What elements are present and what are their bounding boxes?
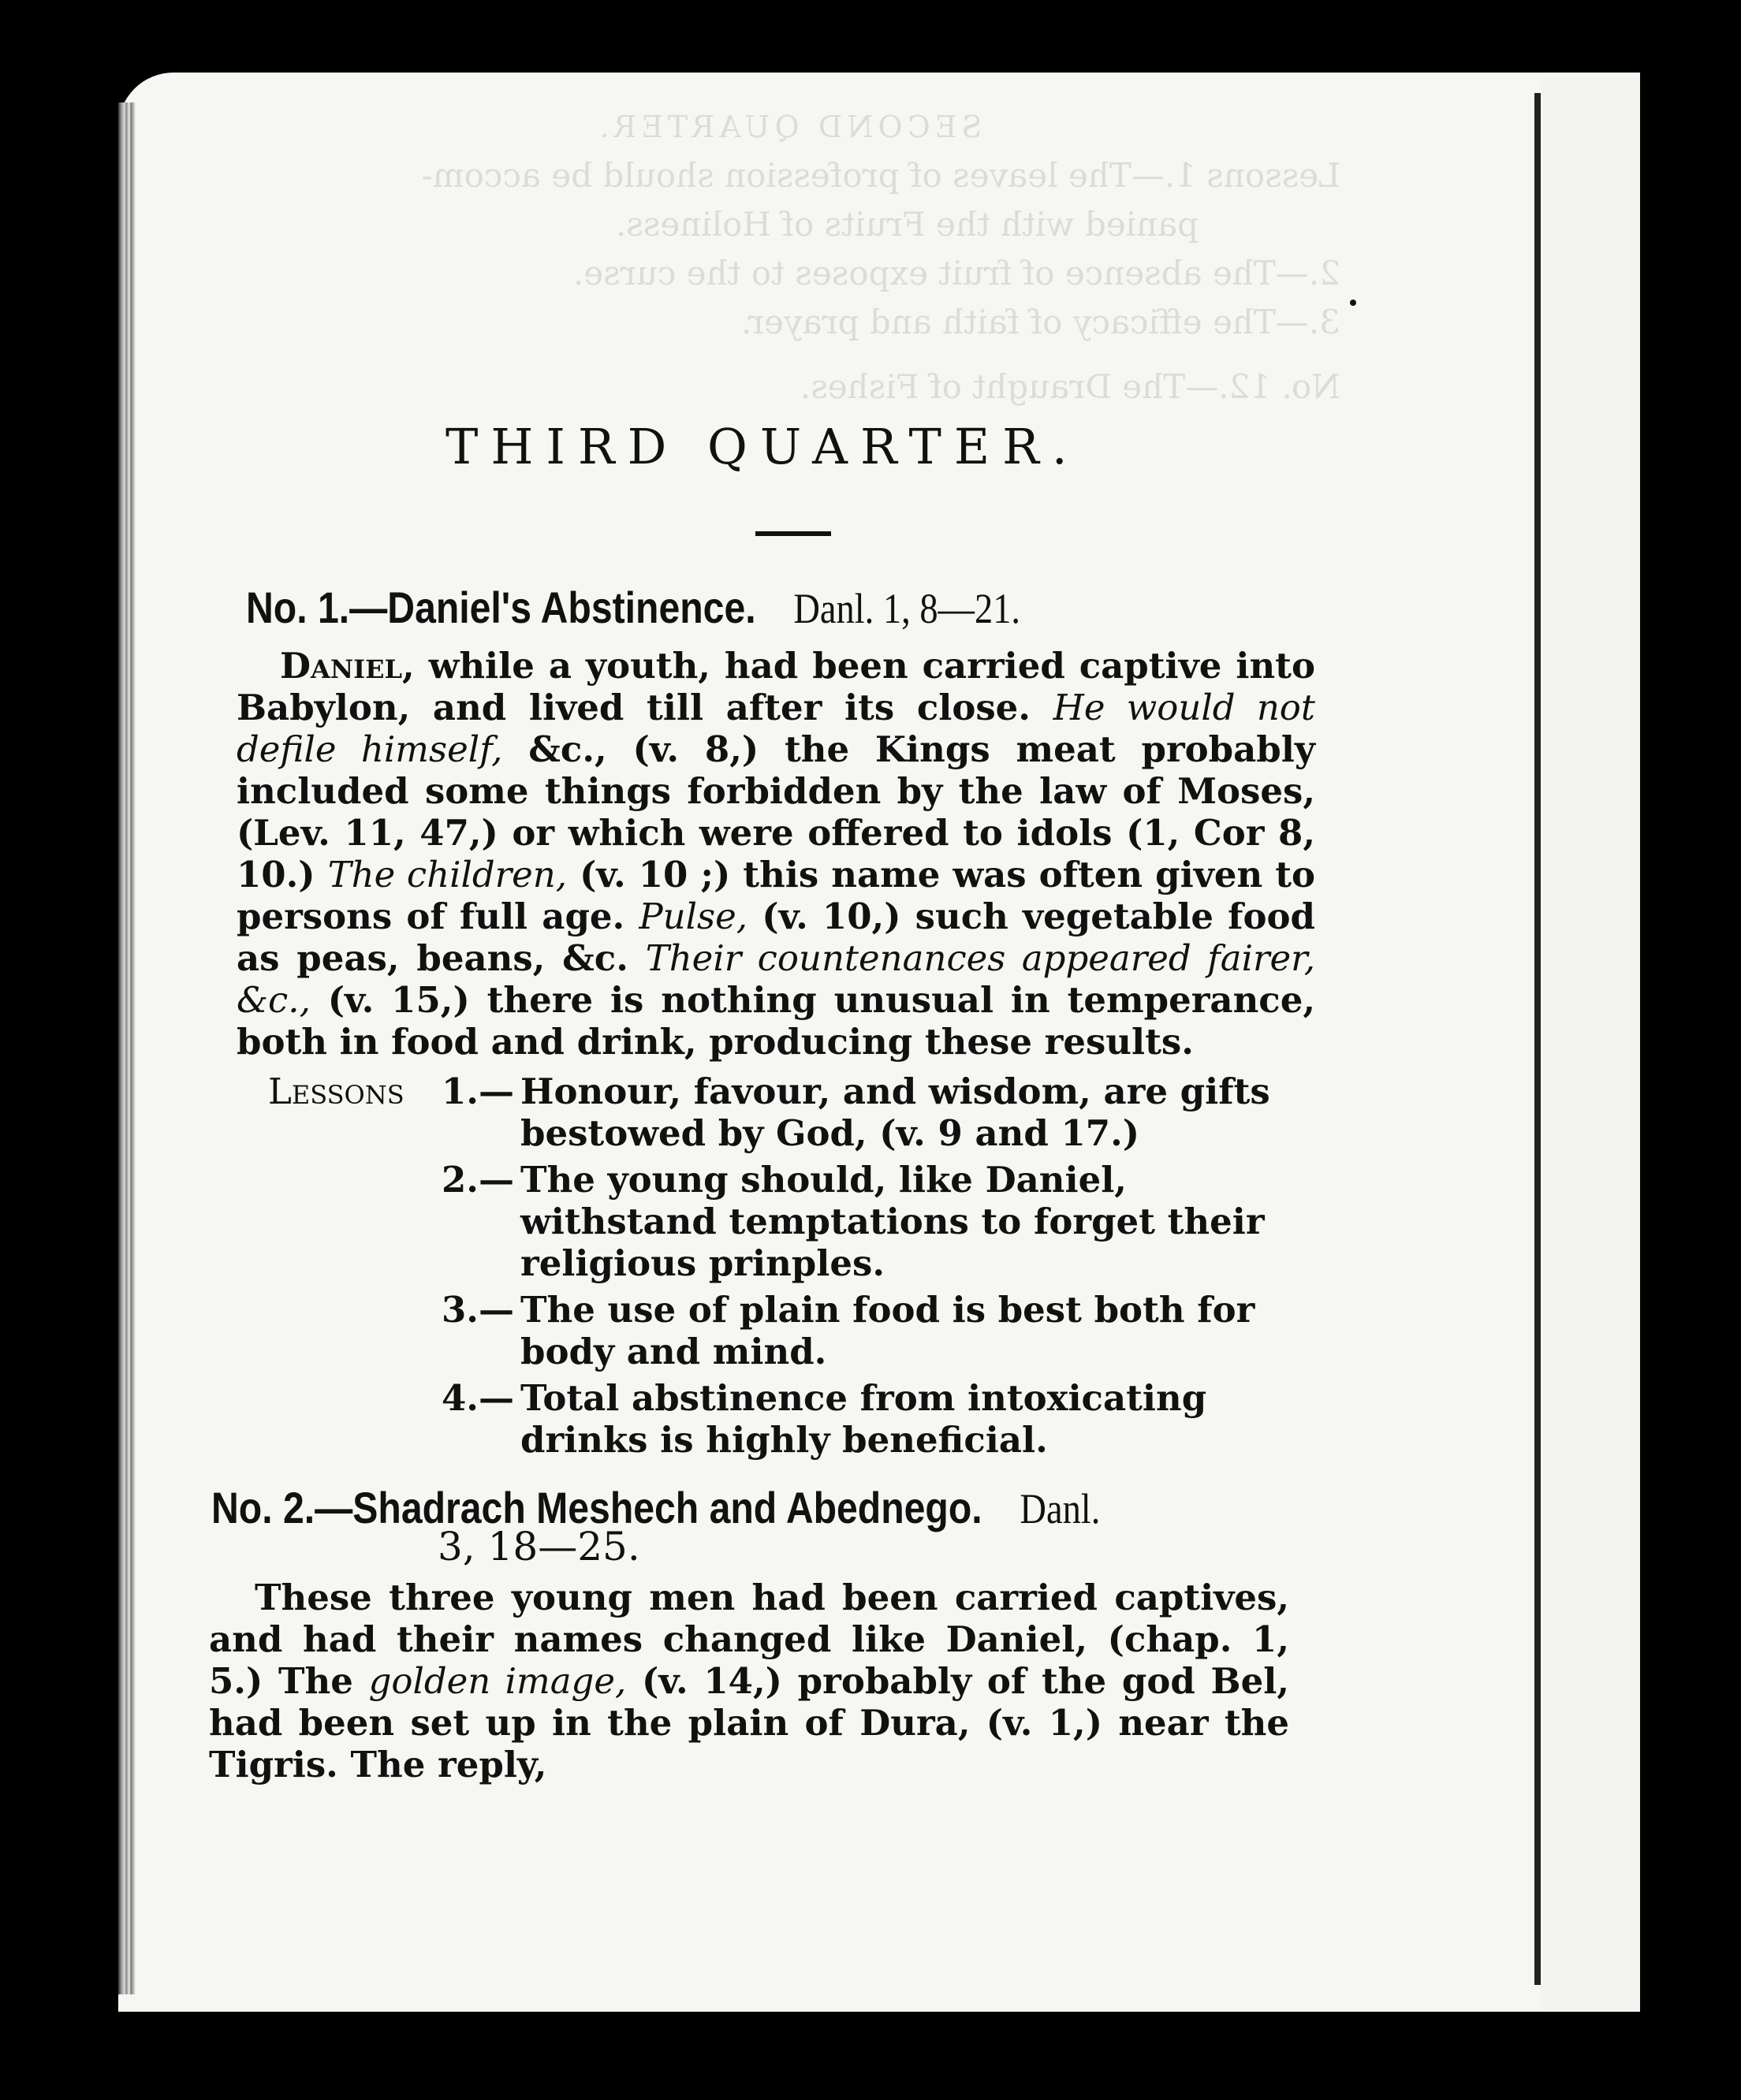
- lesson-item-text: The use of plain food is best both for body and mind.: [520, 1289, 1255, 1372]
- page-edge: [118, 102, 142, 1994]
- lesson-item-number: 4.—: [442, 1377, 514, 1419]
- text-run: These three young men had been carried captives, and had their names changed like Daniel, (chap. 1, 5.) The: [209, 1577, 1289, 1702]
- lesson-2-paragraph: [209, 1577, 1289, 1785]
- ghost-line: 2.—The absence of fruit exposes to the curse.: [572, 254, 1340, 292]
- lesson-item: [268, 1289, 1317, 1372]
- lesson-1-paragraph: [237, 645, 1315, 1063]
- section-title: THIRD QUARTER.: [446, 418, 1080, 475]
- lead-word: Daniel: [280, 645, 402, 687]
- italic-run: He would not defile himself,: [237, 687, 1315, 770]
- lesson-item: [268, 1377, 1317, 1461]
- lesson-item-number: 3.—: [442, 1289, 514, 1331]
- text-run: (v. 14,) probably of the god Bel, had been set up in the plain of Dura, (v. 1,) near the Tigris. The reply,: [209, 1660, 1289, 1785]
- binding-gutter: [1534, 93, 1541, 1985]
- show-through-text: [237, 102, 1340, 411]
- lesson-1-heading: [246, 582, 1020, 633]
- lesson-item-text: Total abstinence from intoxicating drinks is highly beneficial.: [520, 1377, 1207, 1461]
- ink-speck: [1350, 300, 1356, 306]
- lesson-2-title: —Shadrach Meshech and Abednego.: [315, 1483, 982, 1532]
- lessons-label: Lessons: [268, 1070, 404, 1112]
- lesson-1-lessons: [268, 1070, 1317, 1461]
- title-rule: [755, 531, 831, 536]
- italic-run: The children,: [327, 854, 568, 895]
- italic-run: golden image,: [368, 1660, 627, 1702]
- ghost-line: SECOND QUARTER.: [595, 110, 982, 144]
- italic-run: Pulse,: [639, 895, 748, 937]
- text-run: (v. 10 ;) this name was often given to persons of full age.: [237, 854, 1316, 937]
- text-run: (v. 15,) there is nothing unusual in temperance, both in food and drink, producing these results.: [237, 979, 1315, 1063]
- lesson-item-text: The young should, like Daniel, withstand temptations to forget their religious prinples.: [520, 1159, 1265, 1284]
- ghost-line: Lessons 1.—The leaves of profession should be accom-: [421, 156, 1340, 195]
- ghost-line: 3.—The efficacy of faith and prayer.: [741, 303, 1340, 341]
- lesson-1-number: No. 1.: [246, 583, 350, 632]
- lesson-1-title: —Daniel's Abstinence.: [349, 583, 756, 632]
- lesson-2-reference: Danl.: [1020, 1485, 1101, 1532]
- adjacent-page: [1541, 79, 1640, 2010]
- lesson-2-reference-cont: 3, 18—25.: [438, 1524, 640, 1569]
- lesson-item-number: 2.—: [442, 1159, 514, 1201]
- text-run: , while a youth, had been carried captive into Babylon, and lived till after its close.: [237, 645, 1315, 728]
- text-run: (v. 10,) such vegetable food as peas, beans, &c.: [237, 895, 1315, 979]
- lesson-item-text: Honour, favour, and wisdom, are gifts bestowed by God, (v. 9 and 17.): [520, 1070, 1270, 1154]
- lesson-item-number: 1.—: [442, 1070, 514, 1112]
- lesson-2-number: No. 2.: [211, 1483, 315, 1532]
- italic-run: Their countenances appeared fairer, &c.,: [237, 937, 1316, 1021]
- ghost-line: No. 12.—The Draught of Fishes.: [800, 367, 1340, 406]
- ghost-line: panied with the Fruits of Holiness.: [615, 205, 1199, 244]
- text-run: &c., (v. 8,) the Kings meat probably included some things forbidden by the law of Moses, (Lev. 11, 47,) or which were offered to idols (1, Cor 8, 10.): [237, 728, 1316, 895]
- lesson-item: [268, 1159, 1317, 1284]
- lesson-2-heading: [211, 1482, 1100, 1533]
- lesson-item: [268, 1070, 1317, 1154]
- lesson-1-reference: Danl. 1, 8—21.: [793, 585, 1021, 632]
